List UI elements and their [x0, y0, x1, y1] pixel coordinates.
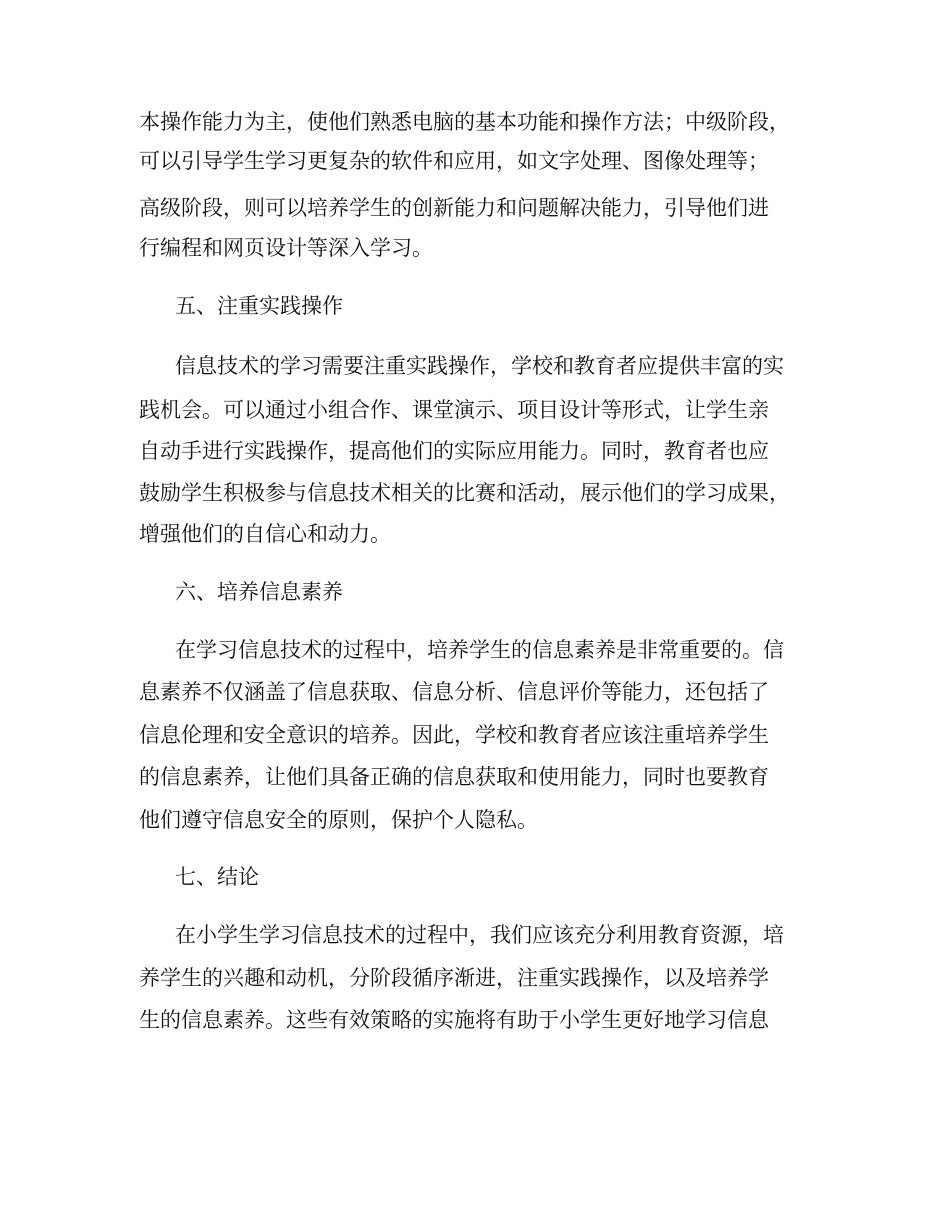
text-line: 养学生的兴趣和动机，分阶段循序渐进，注重实践操作，以及培养学 — [139, 966, 769, 990]
text-line: 的信息素养，让他们具备正确的信息获取和使用能力，同时也要教育 — [139, 765, 769, 789]
text-line: 在学习信息技术的过程中，培养学生的信息素养是非常重要的。信 — [175, 638, 784, 662]
text-line: 息素养不仅涵盖了信息获取、信息分析、信息评价等能力，还包括了 — [139, 680, 769, 704]
section-heading: 六、培养信息素养 — [175, 580, 343, 604]
text-line: 他们遵守信息安全的原则，保护个人隐私。 — [139, 808, 538, 832]
section-heading: 七、结论 — [175, 865, 259, 889]
text-line: 信息技术的学习需要注重实践操作，学校和教育者应提供丰富的实 — [175, 354, 784, 378]
text-line: 信息伦理和安全意识的培养。因此，学校和教育者应该注重培养学生 — [139, 723, 769, 747]
text-line: 可以引导学生学习更复杂的软件和应用，如文字处理、图像处理等； — [139, 149, 769, 173]
text-line: 自动手进行实践操作，提高他们的实际应用能力。同时，教育者也应 — [139, 439, 769, 463]
text-line: 生的信息素养。这些有效策略的实施将有助于小学生更好地学习信息 — [139, 1008, 769, 1032]
text-line: 在小学生学习信息技术的过程中，我们应该充分利用教育资源，培 — [175, 923, 784, 947]
text-line: 践机会。可以通过小组合作、课堂演示、项目设计等形式，让学生亲 — [139, 398, 769, 422]
text-line: 增强他们的自信心和动力。 — [139, 522, 391, 546]
section-heading: 五、注重实践操作 — [175, 294, 343, 318]
text-line: 本操作能力为主，使他们熟悉电脑的基本功能和操作方法；中级阶段， — [139, 110, 790, 134]
text-line: 高级阶段，则可以培养学生的创新能力和问题解决能力，引导他们进 — [139, 196, 769, 220]
text-line: 行编程和网页设计等深入学习。 — [139, 236, 433, 260]
text-line: 鼓励学生积极参与信息技术相关的比赛和活动，展示他们的学习成果， — [139, 481, 790, 505]
